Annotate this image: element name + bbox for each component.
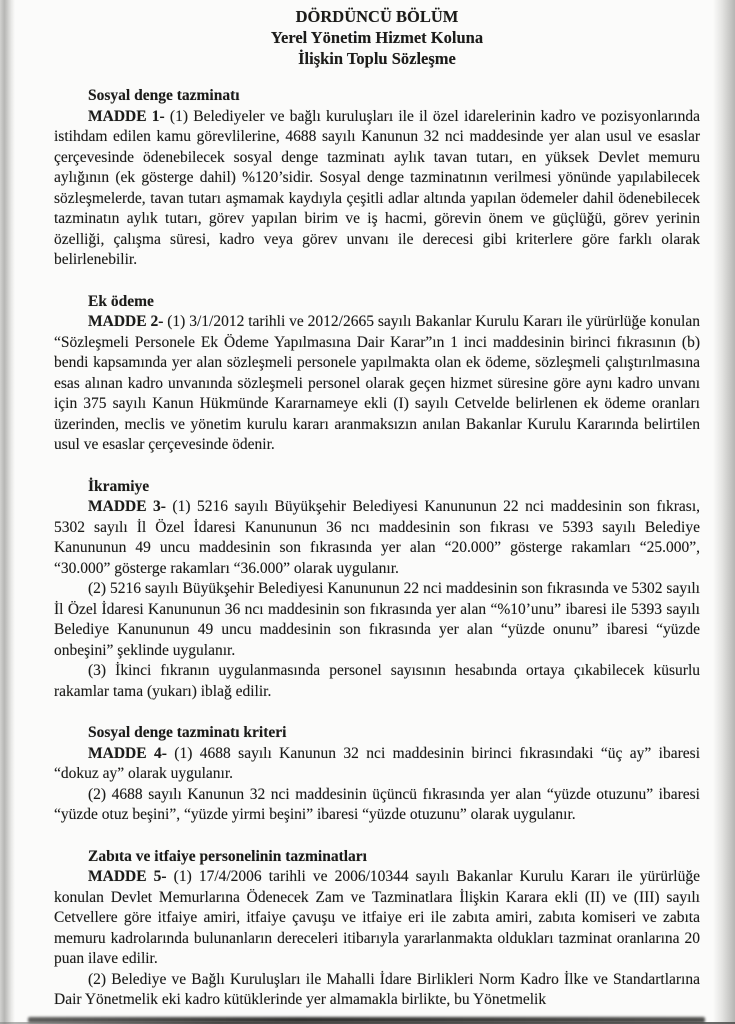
- section-madde-1: [54, 86, 700, 271]
- scan-cutoff-text-smudge: [28, 1017, 705, 1023]
- section-madde-2: [54, 292, 700, 456]
- paragraph-text: (2) 5216 sayılı Büyükşehir Belediyesi Kanununun 22 nci maddesinin son fıkrasında ve 5302 sayılı İl Özel İdaresi Kanununun 36 ncı maddesinin son fıkrasında yer alan “%10’unu” ibaresi ile 5393 sayılı Belediye Kanununun 49 uncu maddesinin son fıkrasında yer alan “yüzde onunu” ibaresi “yüzde onbeşini” şeklinde uygulanır.: [54, 580, 700, 659]
- section-heading: İkramiye: [88, 477, 150, 495]
- paragraph: [54, 107, 700, 271]
- paragraph-text: (1) Belediyeler ve bağlı kuruluşları ile il özel idarelerinin kadro ve pozisyonlarında istihdam edilen kamu görevlilerine, 4688 sayılı Kanunun 32 nci maddesinde yer alan usul ve esaslar çerçevesinde ödenebilecek sosyal denge tazminatı aylık tavan tutarı, en yüksek Devlet memuru aylığının (ek gösterge dahil) %120’sidir. Sosyal denge tazminatının verilmesi yönünde yapılabilecek sözleşmelerde, tavan tutarı aşmamak kaydıyla çeşitli adlar altında yapılan ödemeler dahil ödenebilecek tazminatın aylık tutarı, görev yapılan birim ve iş hacmi, görevin önem ve güçlüğü, görev yerinin özelliği, çalışma süresi, kadro veya görev unvanı ile derecesi gibi kriterlere göre farklı olarak belirlenebilir.: [54, 107, 700, 268]
- madde-label: MADDE 4-: [88, 744, 167, 762]
- chapter-title-line-1: DÖRDÜNCÜ BÖLÜM: [295, 7, 459, 26]
- document-page: [54, 6, 700, 1011]
- section-heading: Sosyal denge tazminatı: [88, 87, 240, 104]
- paragraph: [54, 970, 700, 1011]
- madde-label: MADDE 2-: [88, 313, 164, 330]
- paragraph: [54, 579, 700, 661]
- paragraph-text: (2) Belediye ve Bağlı Kuruluşları ile Mahalli İdare Birlikleri Norm Kadro İlke ve Standartlarına Dair Yönetmelik eki kadro kütüklerinde yer almamakla birlikte, bu Yönetmelik: [54, 970, 700, 1008]
- paragraph: [54, 867, 700, 970]
- section-madde-3: [54, 477, 700, 703]
- paragraph-text: (1) 5216 sayılı Büyükşehir Belediyesi Kanununun 22 nci maddesinin son fıkrası, 5302 sayılı İl Özel İdaresi Kanununun 36 ncı maddesinin son fıkrası ve 5393 sayılı Belediye Kanununun 49 uncu maddesinin son fıkrasında yer alan “20.000” gösterge rakamları “25.000”, “30.000” gösterge rakamları “36.000” olarak uygulanır.: [54, 498, 700, 577]
- section-madde-4: [54, 723, 700, 826]
- section-madde-5: [54, 847, 700, 1011]
- paragraph: [54, 661, 700, 702]
- paragraph: [54, 312, 700, 456]
- paragraph: [54, 497, 700, 579]
- section-heading: Zabıta ve itfaiye personelinin tazminatları: [88, 847, 367, 865]
- chapter-title: [54, 6, 700, 69]
- paragraph: [54, 744, 700, 785]
- paragraph: [54, 785, 700, 826]
- madde-label: MADDE 1-: [88, 107, 165, 125]
- madde-label: MADDE 5-: [88, 868, 167, 885]
- section-heading: Ek ödeme: [88, 292, 154, 310]
- chapter-title-line-2: Yerel Yönetim Hizmet Koluna: [270, 28, 484, 47]
- paragraph-text: (1) 3/1/2012 tarihli ve 2012/2665 sayılı Bakanlar Kurulu Kararı ile yürürlüğe konulan “Sözleşmeli Personele Ek Ödeme Yapılmasına Dair Karar”ın 1 inci maddesinin birinci fıkrasının (b) bendi kapsamında yer alan sözleşmeli personele yapılmakta olan ek ödeme, sözleşmeli çalıştırılmasına esas alınan kadro unvanında sözleşmeli personel olarak geçen hizmet süresine göre aynı kadro unvanı için 375 sayılı Kanun Hükmünde Kararnameye ekli (I) sayılı Cetvelde belirlenen ek ödeme oranları üzerinden, meclis ve yönetim kurulu kararı aranmaksızın anılan Bakanlar Kurulu Kararında belirtilen usul ve esaslar çerçevesinde ödenir.: [54, 313, 700, 453]
- scan-right-shadow: [713, 0, 735, 1024]
- paragraph-text: (1) 17/4/2006 tarihli ve 2006/10344 sayılı Bakanlar Kurulu Kararı ile yürürlüğe konulan Devlet Memurlarına Ödenecek Zam ve Tazminatlara İlişkin Karara ekli (II) ve (III) sayılı Cetvellere göre itfaiye amiri, itfaiye çavuşu ve itfaiye eri ile zabıta amiri, zabıta komiseri ve zabıta memuru kadrolarında bulunanların dereceleri itibarıyla yararlanmakta oldukları tazminat oranlarına 20 puan ilave edilir.: [54, 868, 700, 967]
- madde-label: MADDE 3-: [88, 498, 166, 515]
- section-heading: Sosyal denge tazminatı kriteri: [88, 724, 287, 741]
- paragraph-text: (1) 4688 sayılı Kanunun 32 nci maddesinin birinci fıkrasındaki “üç ay” ibaresi “dokuz ay” olarak uygulanır.: [54, 744, 700, 782]
- paragraph-text: (3) İkinci fıkranın uygulanmasında personel sayısının hesabında ortaya çıkabilecek küsurlu rakamlar tama (yukarı) iblağ edilir.: [54, 662, 700, 700]
- chapter-title-line-3: İlişkin Toplu Sözleşme: [298, 49, 456, 68]
- scan-left-shadow: [0, 0, 15, 1024]
- paragraph-text: (2) 4688 sayılı Kanunun 32 nci maddesinin üçüncü fıkrasında yer alan “yüzde otuzunu” ibaresi “yüzde otuz beşini”, “yüzde yirmi beşini” ibaresi “yüzde otuzunu” olarak uygulanır.: [54, 785, 700, 823]
